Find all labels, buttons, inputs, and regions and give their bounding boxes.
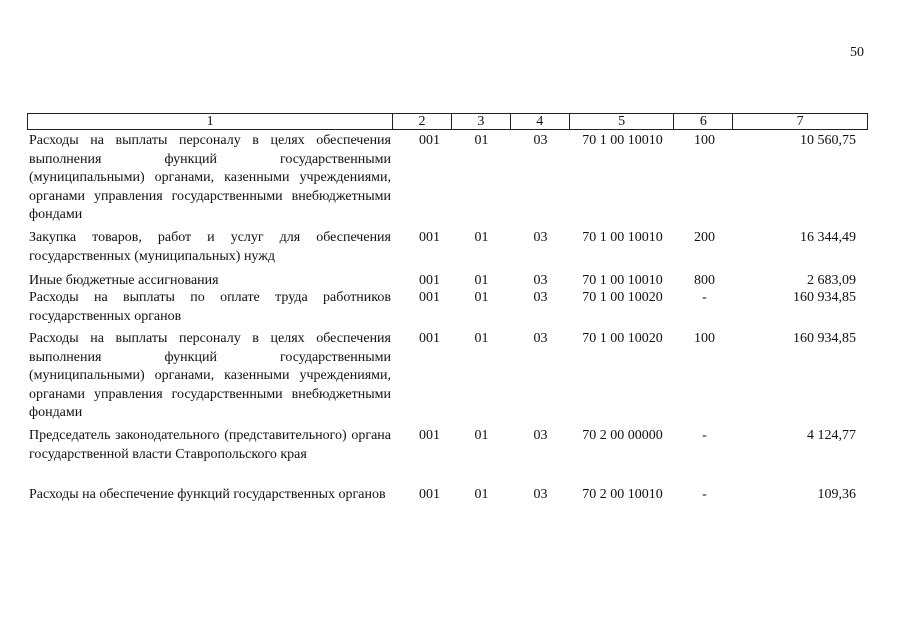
row-col-2: 001 [419, 290, 440, 305]
column-header-1: 1 [28, 114, 393, 129]
row-col-7: 10 560,75 [800, 133, 856, 148]
row-col-2: 001 [419, 428, 440, 443]
row-col-4: 03 [533, 331, 548, 346]
row-col-4: 03 [533, 428, 548, 443]
table-row [27, 330, 868, 423]
row-col-3: 01 [474, 133, 489, 148]
row-name: Председатель законодательного (представительного) органа государственной власти Ставропольского края [29, 428, 391, 462]
column-header-7: 7 [796, 114, 804, 129]
table-row [27, 229, 868, 266]
row-col-5: 70 1 00 10020 [582, 331, 663, 346]
column-header-5: 5 [570, 114, 675, 129]
row-name: Расходы на выплаты персоналу в целях обеспечения выполнения функций государственными (муниципальными) органами, казенными учреждениями, органами управления государственными внебюджетными фондами [29, 331, 391, 421]
row-name: Расходы на выплаты по оплате труда работников государственных органов [29, 290, 391, 324]
column-header-3: 3 [452, 114, 511, 129]
row-col-3: 01 [474, 273, 489, 288]
row-col-7: 16 344,49 [800, 230, 856, 245]
table-header-row [27, 113, 868, 130]
row-col-6: 100 [694, 331, 715, 346]
row-col-3: 01 [474, 230, 489, 245]
page-number: 50 [850, 45, 864, 60]
table-row [27, 272, 868, 291]
row-name: Закупка товаров, работ и услуг для обеспечения государственных (муниципальных) нужд [29, 230, 391, 264]
row-col-4: 03 [533, 487, 548, 502]
row-col-2: 001 [419, 331, 440, 346]
row-col-7: 109,36 [817, 487, 856, 502]
row-col-4: 03 [533, 133, 548, 148]
row-col-3: 01 [474, 331, 489, 346]
row-col-4: 03 [533, 273, 548, 288]
row-col-7: 4 124,77 [807, 428, 856, 443]
row-col-5: 70 1 00 10010 [582, 133, 663, 148]
table-row [27, 427, 868, 464]
row-col-5: 70 2 00 00000 [582, 428, 663, 443]
row-col-3: 01 [474, 428, 489, 443]
row-col-2: 001 [419, 487, 440, 502]
row-col-2: 001 [419, 230, 440, 245]
row-col-5: 70 1 00 10020 [582, 290, 663, 305]
row-col-6: 200 [694, 230, 715, 245]
row-col-5: 70 1 00 10010 [582, 273, 663, 288]
row-col-6: - [702, 428, 707, 443]
row-col-2: 001 [419, 273, 440, 288]
row-col-6: - [702, 487, 707, 502]
row-col-4: 03 [533, 290, 548, 305]
row-col-4: 03 [533, 230, 548, 245]
row-col-3: 01 [474, 290, 489, 305]
row-col-6: - [702, 290, 707, 305]
row-name: Расходы на обеспечение функций государственных органов [29, 487, 386, 502]
row-col-7: 2 683,09 [807, 273, 856, 288]
row-col-2: 001 [419, 133, 440, 148]
table-row [27, 486, 868, 505]
row-name: Иные бюджетные ассигнования [29, 273, 219, 288]
row-name: Расходы на выплаты персоналу в целях обеспечения выполнения функций государственными (муниципальными) органами, казенными учреждениями, органами управления государственными внебюджетными фондами [29, 133, 391, 223]
column-header-6: 6 [674, 114, 733, 129]
table-row [27, 132, 868, 225]
row-col-5: 70 1 00 10010 [582, 230, 663, 245]
table-row [27, 289, 868, 326]
column-header-2: 2 [393, 114, 452, 129]
row-col-7: 160 934,85 [793, 290, 856, 305]
row-col-6: 100 [694, 133, 715, 148]
row-col-7: 160 934,85 [793, 331, 856, 346]
budget-table [27, 113, 868, 502]
row-col-5: 70 2 00 10010 [582, 487, 663, 502]
row-col-6: 800 [694, 273, 715, 288]
row-col-3: 01 [474, 487, 489, 502]
column-header-4: 4 [511, 114, 570, 129]
